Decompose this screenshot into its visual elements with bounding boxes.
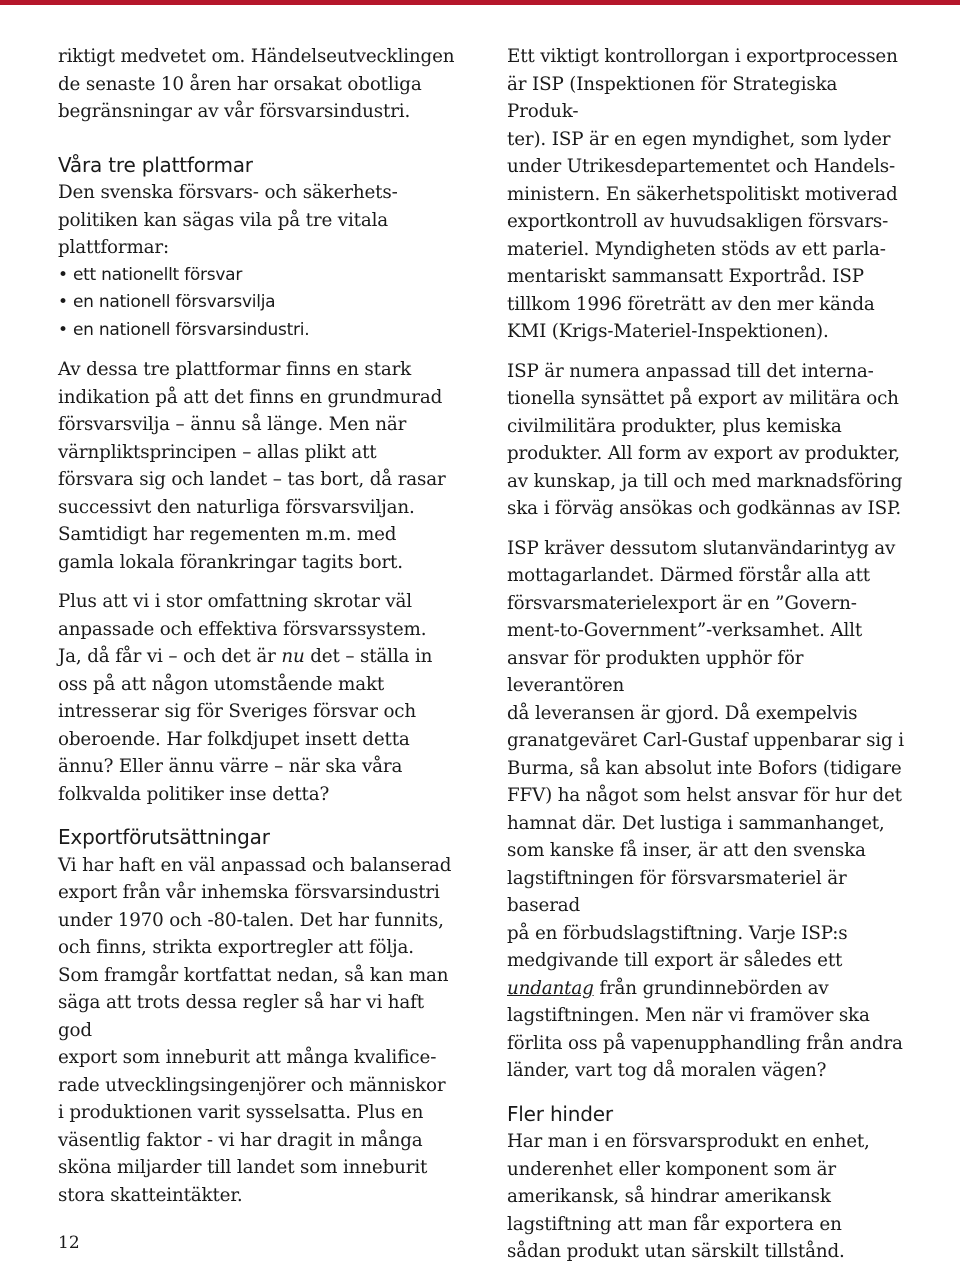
text-line: riktigt medvetet om. Händelseutvecklingen: [58, 46, 455, 67]
right-column: [507, 43, 907, 1266]
page-number: 12: [58, 1233, 80, 1253]
intro-paragraph: [58, 43, 458, 126]
body-paragraph: Vi har haft en väl anpassad och balanserad export från vår inhemska försvarsindustri under 1970 och -80-talen. Det har funnits, och finns, strikta exportregler att följa. Som framgår kortfattat nedan, så kan man säga att trots dessa regler så har vi haft god export som inneburit att många kvalifice- rade utvecklingsingenjörer och människor i produktionen varit sysselsatta. Plus en väsentlig faktor - vi har dragit in många sköna miljarder till landet som inneburit stora skatteintäkter.: [58, 854, 452, 1206]
text-line: Den svenska försvars- och säkerhets-: [58, 182, 398, 203]
plattformar-list: [58, 262, 458, 345]
list-item: • en nationell försvarsindustri.: [58, 317, 458, 345]
text-line: de senaste 10 åren har orsakat obotliga: [58, 73, 422, 95]
plattformar-paragraph: [58, 179, 458, 262]
text-line: politiken kan sägas vila på tre vitala: [58, 209, 389, 231]
text-line: plattformar:: [58, 237, 169, 258]
top-accent-bar: [0, 0, 960, 5]
left-column: [58, 43, 458, 1209]
body-paragraph: Har man i en försvarsprodukt en enhet, underenhet eller komponent som är amerikansk, så hindrar amerikansk lagstiftning att man får exportera en sådan produkt utan särskilt tillstånd.: [507, 1131, 870, 1262]
section-heading-hinder: Fler hinder: [507, 1101, 613, 1126]
body-paragraph: ISP är numera anpassad till det interna- tionella synsättet på export av militära och civilmilitära produkter, plus kemiska produkter. All form av export av produkter, av kunskap, ja till och med marknadsföring ska i förväg ansökas och godkännas av ISP.: [507, 360, 903, 519]
section-heading-plattformar: Våra tre plattformar: [58, 152, 253, 177]
text-line: begränsningar av vår försvarsindustri.: [58, 101, 411, 122]
emphasis-text: undantag: [507, 977, 594, 999]
body-paragraph: Plus att vi i stor omfattning skrotar väl anpassade och effektiva försvarssystem. Ja, då får vi – och det är nu det – ställa in oss på att någon utomstående makt intresserar sig för Sveriges försvar och oberoende. Har folkdjupet insett detta ännu? Eller ännu värre – när ska våra folkvalda politiker inse detta?: [58, 591, 433, 805]
body-paragraph: Ett viktigt kontrollorgan i exportprocessen är ISP (Inspektionen för Strategiska Produk- ter). ISP är en egen myndighet, som lyder under Utrikesdepartementet och Handels- ministern. En säkerhetspolitiskt motiverad exportkontroll av huvudsakligen försvars- materiel. Myndigheten stöds av ett parla- mentariskt sammansatt Exportråd. ISP tillkom 1996 företrätt av den mer kända KMI (Krigs-Materiel-Inspektionen).: [507, 46, 898, 342]
body-paragraph: Av dessa tre plattformar finns en stark indikation på att det finns en grundmurad försvarsvilja – ännu så länge. Men när värnpliktsprincipen – allas plikt att försvara sig och landet – tas bort, då rasar successivt den naturliga försvarsviljan. Samtidigt har regementen m.m. med gamla lokala förankringar tagits bort.: [58, 359, 446, 573]
section-heading-export: Exportförutsättningar: [58, 825, 270, 849]
list-item: • ett nationellt försvar: [58, 262, 458, 290]
emphasis-text: nu: [281, 646, 305, 667]
body-paragraph: ISP kräver dessutom slutanvändarintyg av mottagarlandet. Därmed förstår alla att försvarsmaterielexport är en ”Govern- ment-to-Government”-verksamhet. Allt ansvar för produkten upphör för leverantören då leveransen är gjord. Då exempelvis granatgeväret Carl-Gustaf uppenbarar sig i Burma, så kan absolut inte Bofors (tidigare FFV) ha något som helst ansvar för hur det hamnat där. Det lustiga i sammanhanget, som kanske få inser, är att den svenska lagstiftningen för försvarsmateriel är baserad på en förbudslagstiftning. Varje ISP:s medgivande till export är således ett undantag från grundinnebörden av lagstiftningen. Men när vi framöver ska förlita oss på vapenupphandling från andra länder, vart tog då moralen vägen?: [507, 537, 904, 1081]
list-item: • en nationell försvarsvilja: [58, 289, 458, 317]
